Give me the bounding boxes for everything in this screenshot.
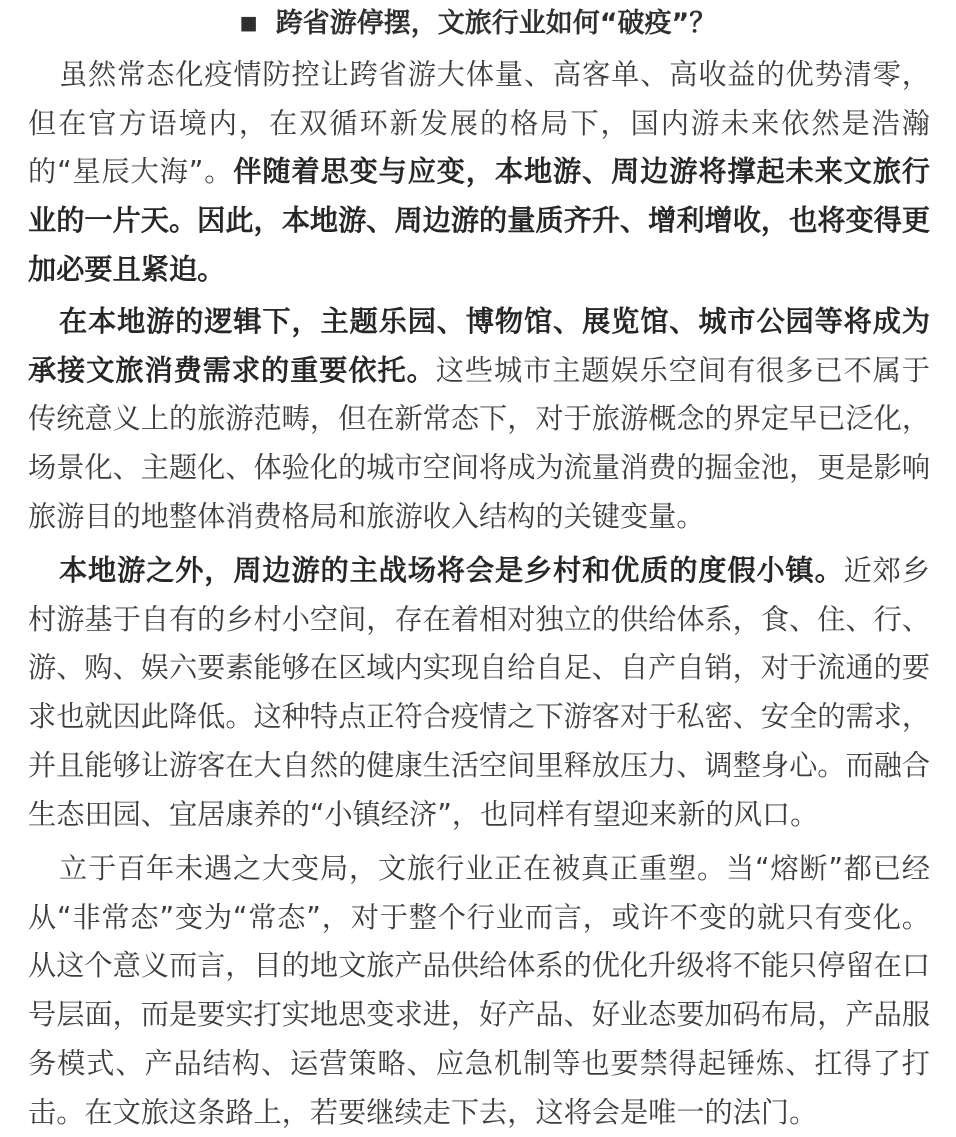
paragraph-4-text: 立于百年未遇之大变局，文旅行业正在被真正重塑。当“熔断”都已经从“非常态”变为“常态”，对于整个行业而言，或许不变的就只有变化。从这个意义而言，目的地文旅产品供给体系的优化升级将不能只停留在口号层面，而是要实打实地思变求进，好产品、好业态要加码布局，产品服务模式、产品结构、运营策略、应急机制等也要禁得起锤炼、扛得了打击。在文旅这条路上，若要继续走下去，这将会是唯一的法门。 (28, 852, 931, 1129)
paragraph-1 (28, 51, 930, 295)
paragraph-2 (28, 298, 930, 542)
square-bullet-icon: ■ (239, 12, 258, 34)
heading-text: 跨省游停摆，文旅行业如何“破疫”？ (275, 8, 717, 39)
article-heading (0, 6, 956, 44)
paragraph-2-emphasis: 在本地游的逻辑下，主题乐园、博物馆、展览馆、城市公园等将成为承接文旅消费需求的重要依托。 (28, 305, 930, 387)
paragraph-1-emphasis: 伴随着思变与应变，本地游、周边游将撑起未来文旅行业的一片天。因此，本地游、周边游的量质齐升、增利增收，也将变得更加必要且紧迫。 (28, 155, 931, 286)
paragraph-1-text: 虽然常态化疫情防控让跨省游大体量、高客单、高收益的优势清零，但在官方语境内，在双循环新发展的格局下，国内游未来依然是浩瀚的“星辰大海”。 (28, 58, 930, 189)
paragraph-3 (28, 547, 930, 839)
paragraph-4 (28, 845, 930, 1137)
paragraph-3-text: 近郊乡村游基于自有的乡村小空间，存在着相对独立的供给体系，食、住、行、游、购、娱六要素能够在区域内实现自给自足、自产自销，对于流通的要求也就因此降低。这种特点正符合疫情之下游客对于私密、安全的需求，并且能够让游客在大自然的健康生活空间里释放压力、调整身心。而融合生态田园、宜居康养的“小镇经济”，也同样有望迎来新的风口。 (28, 554, 931, 831)
paragraph-2-text: 这些城市主题娱乐空间有很多已不属于传统意义上的旅游范畴，但在新常态下，对于旅游概念的界定早已泛化，场景化、主题化、体验化的城市空间将成为流量消费的掘金池，更是影响旅游目的地整体消费格局和旅游收入结构的关键变量。 (28, 353, 931, 533)
paragraph-3-emphasis: 本地游之外，周边游的主战场将会是乡村和优质的度假小镇。 (59, 554, 844, 587)
